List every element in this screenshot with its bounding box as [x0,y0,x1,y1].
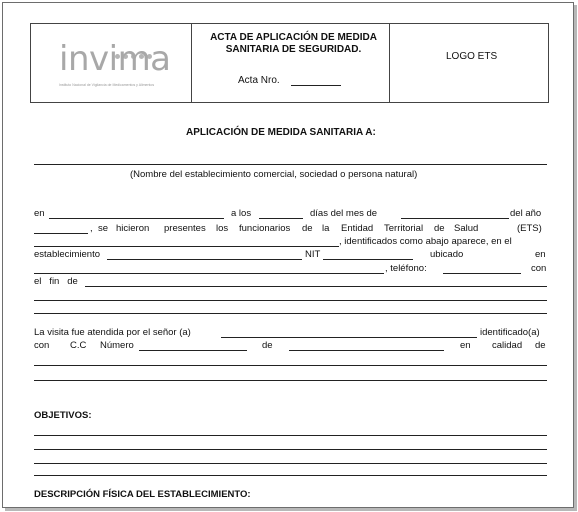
role-field-line[interactable] [34,380,547,381]
word: se [98,223,109,234]
role-field-line[interactable] [34,365,547,366]
word: Salud [454,223,479,234]
establishment-caption: (Nombre del establecimiento comercial, sociedad o persona natural) [130,169,418,180]
label-en: en [34,208,45,219]
label-identificados: , identificados como abajo aparece, en el [339,236,512,247]
document-page [2,2,574,508]
objetivos-field-line[interactable] [34,449,547,450]
address-field[interactable] [34,273,384,274]
document-title-line1: ACTA DE APLICACIÓN DE MEDIDA [210,32,377,43]
cc-number-field[interactable] [139,350,247,351]
word: Entidad [341,223,374,234]
word: de [434,223,445,234]
label-en-calidad: en [460,340,471,351]
day-field[interactable] [259,218,303,219]
header-divider [191,24,192,102]
objetivos-field-line[interactable] [34,435,547,436]
month-field[interactable] [401,218,509,219]
attendee-name-field[interactable] [221,337,477,338]
acta-number-field[interactable] [291,85,341,86]
label-calidad: calidad [492,340,523,351]
section-heading: APLICACIÓN DE MEDIDA SANITARIA A: [186,127,376,138]
header-table [30,23,549,103]
phone-field[interactable] [443,273,521,274]
word: (ETS) [517,223,542,234]
word: hicieron [116,223,150,234]
label-cc: C.C [70,340,87,351]
label-dias-mes: días del mes de [310,208,378,219]
word: presentes [164,223,206,234]
cc-city-field[interactable] [289,350,444,351]
logo-ets-placeholder: LOGO ETS [446,51,498,62]
label-del-ano: del año [510,208,542,219]
label-a-los: a los [231,208,252,219]
label-nit: NIT [305,249,321,260]
label-el-fin-de: el fin de [34,276,78,287]
label-numero: Número [100,340,134,351]
logo-wordmark: invima [59,39,171,79]
label-identificado: identificado(a) [480,327,540,338]
nit-field[interactable] [323,259,413,260]
objetivos-heading: OBJETIVOS: [34,410,92,421]
label-visita: La visita fue atendida por el señor (a) [34,327,191,338]
city-field[interactable] [49,218,224,219]
word: la [322,223,330,234]
establishment-name-field[interactable] [34,164,547,165]
label-establecimiento: establecimiento [34,249,101,260]
label-ubicado: ubicado [430,249,464,260]
acta-number-label: Acta Nro. [238,75,280,86]
label-telefono: , teléfono: [385,263,427,274]
label-con: con [531,263,547,274]
purpose-field[interactable] [85,286,547,287]
paragraph-line-2 [34,223,547,234]
word: los [216,223,229,234]
objetivos-field-line[interactable] [34,463,547,464]
label-en2: en [535,249,546,260]
word: Territorial [384,223,424,234]
officials-field[interactable] [34,246,339,247]
word: de [302,223,313,234]
purpose-field-line[interactable] [34,313,547,314]
word: , [90,223,93,234]
descripcion-heading: DESCRIPCIÓN FÍSICA DEL ESTABLECIMIENTO: [34,489,251,500]
word: funcionarios [239,223,291,234]
label-de2: de [535,340,546,351]
label-de: de [262,340,273,351]
label-con-cc: con [34,340,50,351]
purpose-field-line[interactable] [34,300,547,301]
objetivos-field-line[interactable] [34,475,547,476]
document-title-line2: SANITARIA DE SEGURIDAD. [225,44,362,55]
establishment-field[interactable] [107,259,302,260]
logo-tagline: Instituto Nacional de Vigilancia de Medicamentos y Alimentos [59,83,155,87]
